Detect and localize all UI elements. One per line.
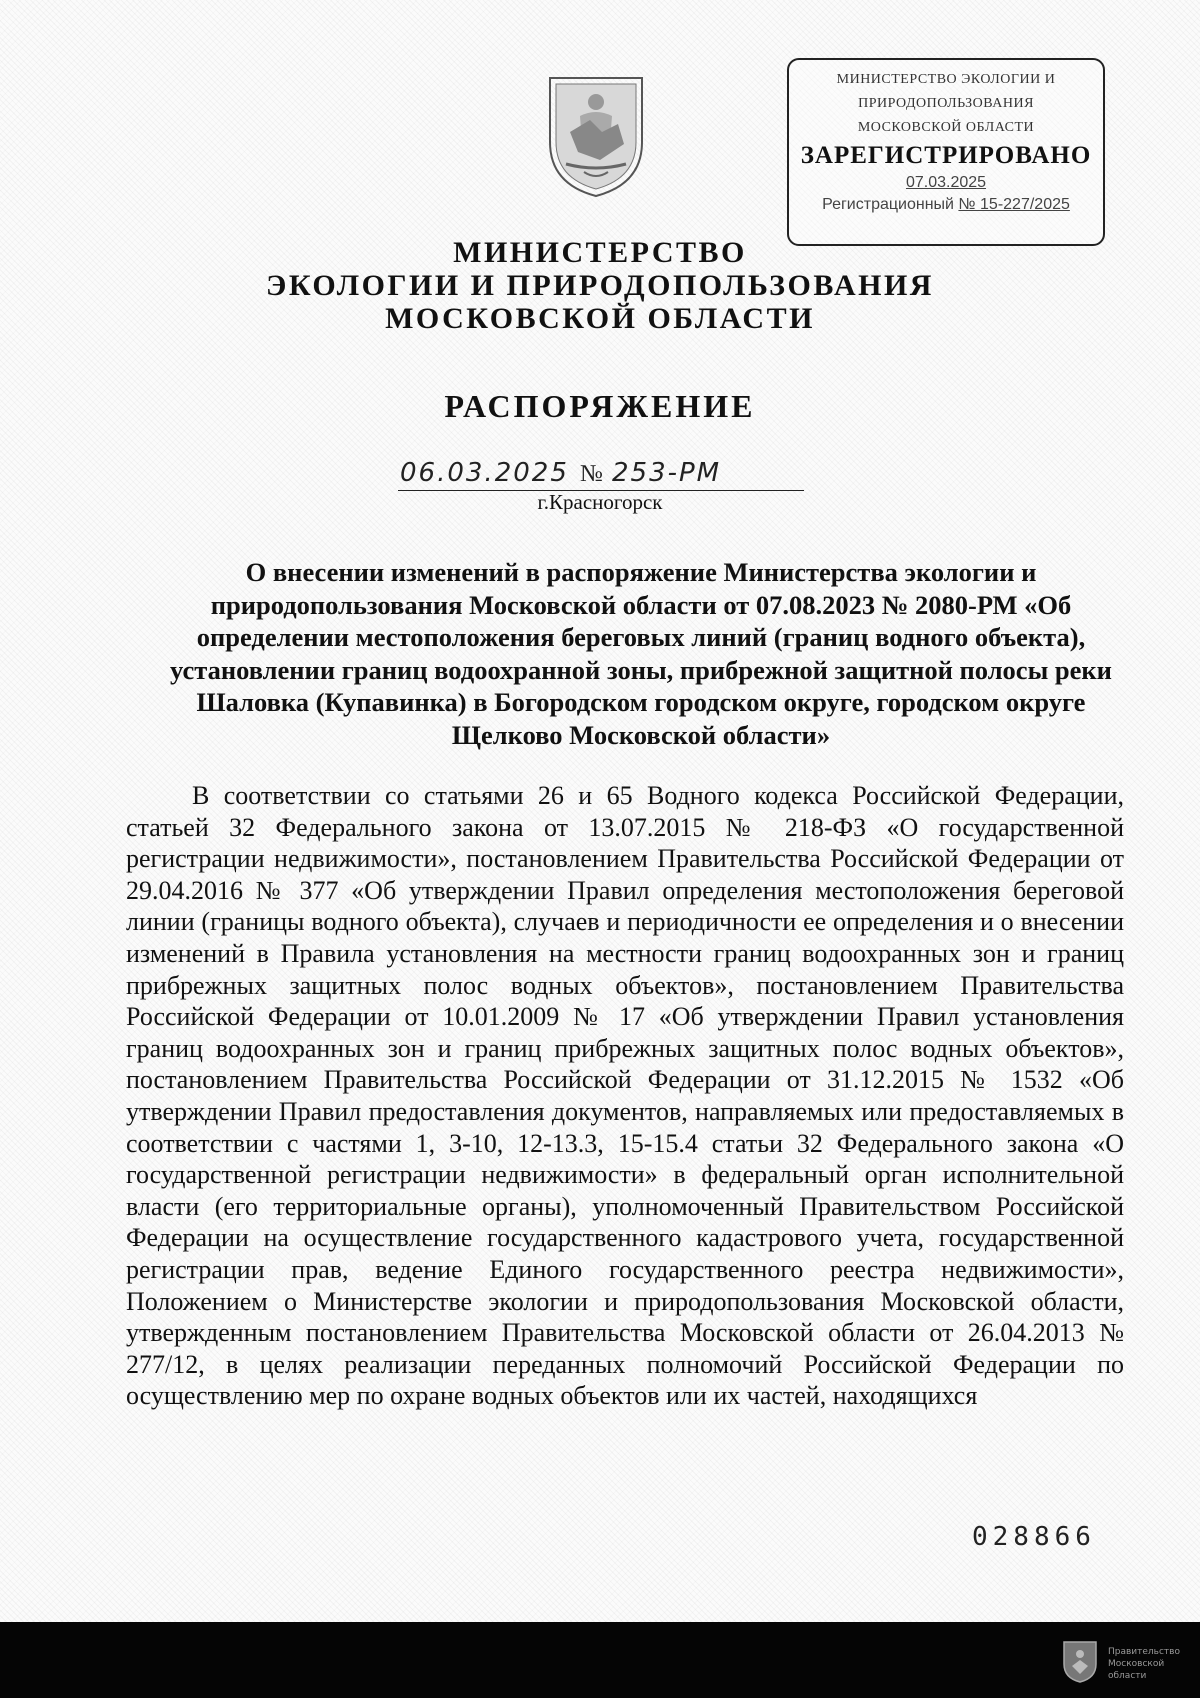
document-code: 028866 — [972, 1522, 1096, 1552]
document-body: В соответствии со статьями 26 и 65 Водного кодекса Российской Федерации, статьей 32 Федерального закона от 13.07.2015 № 218-ФЗ «О государственной регистрации недвижимости», постановлением Правительства Российской Федерации от 29.04.2016 № 377 «Об утверждении Правил определения местоположения береговой линии (границы водного объекта), случаев и периодичности ее определения и о внесении изменений в Правила установления на местности границ водоохранных зон и границ прибрежных защитных полос водных объектов», постановлением Правительства Российской Федерации от 10.01.2009 № 17 «Об утверждении Правил установления границ водоохранных зон и границ прибрежных защитных полос водных объектов», постановлением Правительства Российской Федерации от 31.12.2015 № 1532 «Об утверждении Правил предоставления документов, направляемых или предоставляемых в соответствии с частями 1, 3-10, 12-13.3, 15-15.4 статьи 32 Федерального закона «О государственной регистрации недвижимости» в федеральный орган исполнительной власти (его территориальные органы), уполномоченный Правительством Российской Федерации на осуществление государственного кадастрового учета, государственной регистрации прав, ведение Единого государственного реестра недвижимости», Положением о Министерстве экологии и природопользования Московской области, утвержденным постановлением Правительства Московской области от 26.04.2013 № 277/12, в целях реализации переданных полномочий Российской Федерации по осуществлению мер по охране водных объектов или их частей, находящихся — [126, 781, 1124, 1411]
coat-of-arms-emblem — [540, 72, 652, 200]
number-sign: № — [580, 461, 603, 487]
document-type: РАСПОРЯЖЕНИЕ — [444, 388, 756, 424]
ministry-line-3: МОСКОВСКОЙ ОБЛАСТИ — [385, 302, 815, 335]
ministry-name — [0, 236, 1200, 335]
stamp-date: 07.03.2025 — [905, 174, 987, 191]
stamp-registration-label: Регистрационный — [822, 196, 959, 213]
stamp-registration — [789, 196, 1103, 214]
registration-stamp — [787, 58, 1105, 246]
stamp-registration-number: № 15-227/2025 — [958, 196, 1070, 213]
document-city: г.Красногорск — [537, 490, 663, 514]
stamp-status: ЗАРЕГИСТРИРОВАНО — [800, 142, 1092, 169]
ministry-line-1: МИНИСТЕРСТВО — [453, 236, 747, 269]
document-number: 253-РМ — [612, 458, 722, 488]
ministry-line-2: ЭКОЛОГИИ И ПРИРОДОПОЛЬЗОВАНИЯ — [266, 269, 934, 302]
document-date: 06.03.2025 — [400, 458, 569, 488]
footer-emblem-icon — [1060, 1638, 1100, 1684]
footer-text: Правительство Московской области — [1108, 1647, 1180, 1681]
document-title: О внесении изменений в распоряжение Министерства экологии и природопользования Московской области от 07.08.2023 № 2080-РМ «Об определении местоположения береговых линий (границ водного объекта), установлении границ водоохранной зоны, прибрежной защитной полосы реки Шаловка (Купавинка) в Богородском городском округе, городском округе Щелково Московской области» — [170, 557, 1112, 750]
footer-bar — [0, 1622, 1200, 1698]
stamp-organization: МИНИСТЕРСТВО ЭКОЛОГИИ И ПРИРОДОПОЛЬЗОВАНИЯ МОСКОВСКОЙ ОБЛАСТИ — [836, 72, 1056, 135]
document-date-number-line — [398, 450, 804, 491]
